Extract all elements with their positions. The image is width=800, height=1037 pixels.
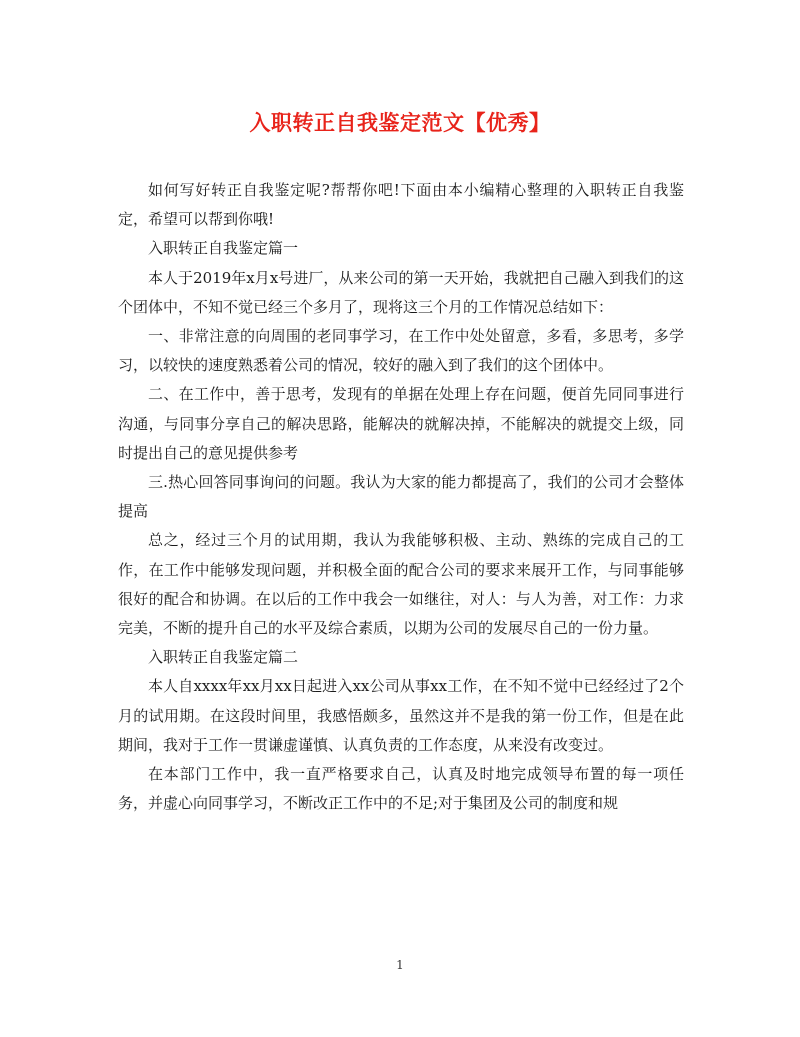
intro-paragraph: 如何写好转正自我鉴定呢?帮帮你吧!下面由本小编精心整理的入职转正自我鉴定，希望可以帮到你哦! bbox=[118, 181, 684, 229]
document-title: 入职转正自我鉴定范文【优秀】 bbox=[249, 110, 551, 135]
body-paragraph: 三.热心回答同事询问的问题。我认为大家的能力都提高了，我们的公司才会整体提高 bbox=[118, 473, 684, 521]
body-paragraph: 在本部门工作中，我一直严格要求自己，认真及时地完成领导布置的每一项任务，并虚心向同事学习，不断改正工作中的不足;对于集团及公司的制度和规 bbox=[118, 765, 684, 813]
document-body bbox=[118, 176, 684, 818]
body-paragraph: 二、在工作中，善于思考，发现有的单据在处理上存在问题，便首先同同事进行沟通，与同事分享自己的解决思路，能解决的就解决掉，不能解决的就提交上级，同时提出自己的意见提供参考 bbox=[118, 385, 684, 462]
body-paragraph: 本人自xxxx年xx月xx日起进入xx公司从事xx工作，在不知不觉中已经经过了2个月的试用期。在这段时间里，我感悟颇多，虽然这并不是我的第一份工作，但是在此期间，我对于工作一贯谦虚谨慎、认真负责的工作态度，从来没有改变过。 bbox=[118, 677, 684, 754]
section-heading-1: 入职转正自我鉴定篇一 bbox=[148, 239, 299, 258]
body-paragraph: 本人于2019年x月x号进厂，从来公司的第一天开始，我就把自己融入到我们的这个团体中，不知不觉已经三个多月了，现将这三个月的工作情况总结如下： bbox=[118, 268, 684, 316]
section-heading-2: 入职转正自我鉴定篇二 bbox=[148, 648, 299, 667]
page-number: 1 bbox=[396, 958, 404, 972]
body-paragraph: 总之，经过三个月的试用期，我认为我能够积极、主动、熟练的完成自己的工作，在工作中能够发现问题，并积极全面的配合公司的要求来展开工作，与同事能够很好的配合和协调。在以后的工作中我会一如继往，对人：与人为善，对工作：力求完美，不断的提升自己的水平及综合素质，以期为公司的发展尽自己的一份力量。 bbox=[118, 531, 684, 638]
body-paragraph: 一、非常注意的向周围的老同事学习，在工作中处处留意，多看，多思考，多学习，以较快的速度熟悉着公司的情况，较好的融入到了我们的这个团体中。 bbox=[118, 327, 684, 375]
